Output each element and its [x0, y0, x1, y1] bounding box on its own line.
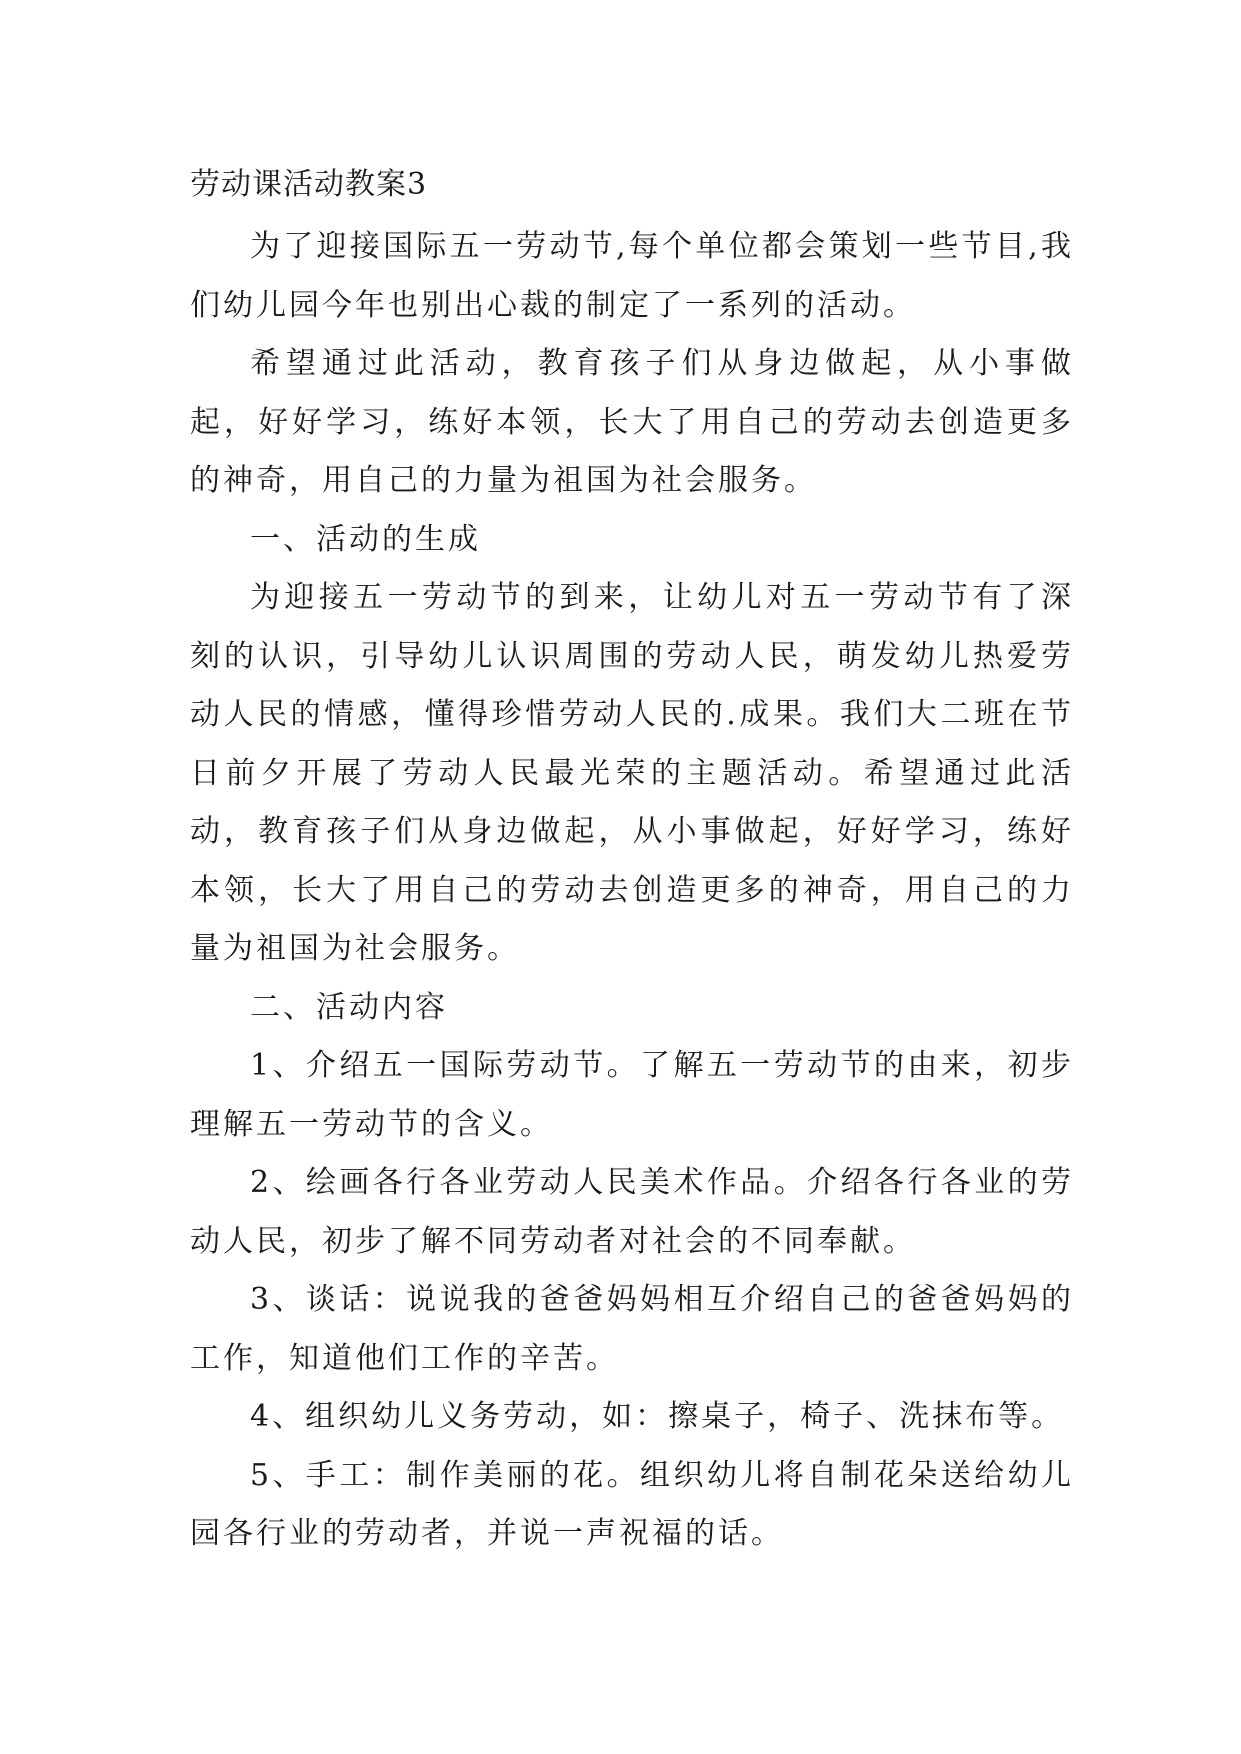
document-title: 劳动课活动教案3 [190, 167, 428, 202]
paragraph-intro: 为了迎接国际五一劳动节,每个单位都会策划一些节目,我们幼儿园今年也别出心裁的制定了一系列的活动。 [190, 229, 1074, 323]
list-item-4: 4、组织幼儿义务劳动，如：擦桌子，椅子、洗抹布等。 [250, 1399, 1065, 1434]
list-item-1: 1、介绍五一国际劳动节。了解五一劳动节的由来，初步理解五一劳动节的含义。 [190, 1048, 1074, 1142]
section-heading-generation: 一、活动的生成 [250, 521, 481, 557]
section-heading-content: 二、活动内容 [250, 989, 448, 1025]
document-body [190, 218, 1074, 1564]
list-item-3: 3、谈话：说说我的爸爸妈妈相互介绍自己的爸爸妈妈的工作，知道他们工作的辛苦。 [190, 1282, 1074, 1376]
list-item-5: 5、手工：制作美丽的花。组织幼儿将自制花朵送给幼儿园各行业的劳动者，并说一声祝福的话。 [190, 1457, 1074, 1551]
list-item-2: 2、绘画各行各业劳动人民美术作品。介绍各行各业的劳动人民，初步了解不同劳动者对社会的不同奉献。 [190, 1165, 1074, 1259]
paragraph-hope: 希望通过此活动，教育孩子们从身边做起，从小事做起，好好学习，练好本领，长大了用自己的劳动去创造更多的神奇，用自己的力量为祖国为社会服务。 [190, 346, 1074, 498]
paragraph-generation: 为迎接五一劳动节的到来，让幼儿对五一劳动节有了深刻的认识，引导幼儿认识周围的劳动人民，萌发幼儿热爱劳动人民的情感，懂得珍惜劳动人民的.成果。我们大二班在节日前夕开展了劳动人民最光荣的主题活动。希望通过此活动，教育孩子们从身边做起，从小事做起，好好学习，练好本领，长大了用自己的劳动去创造更多的神奇，用自己的力量为祖国为社会服务。 [190, 580, 1074, 966]
